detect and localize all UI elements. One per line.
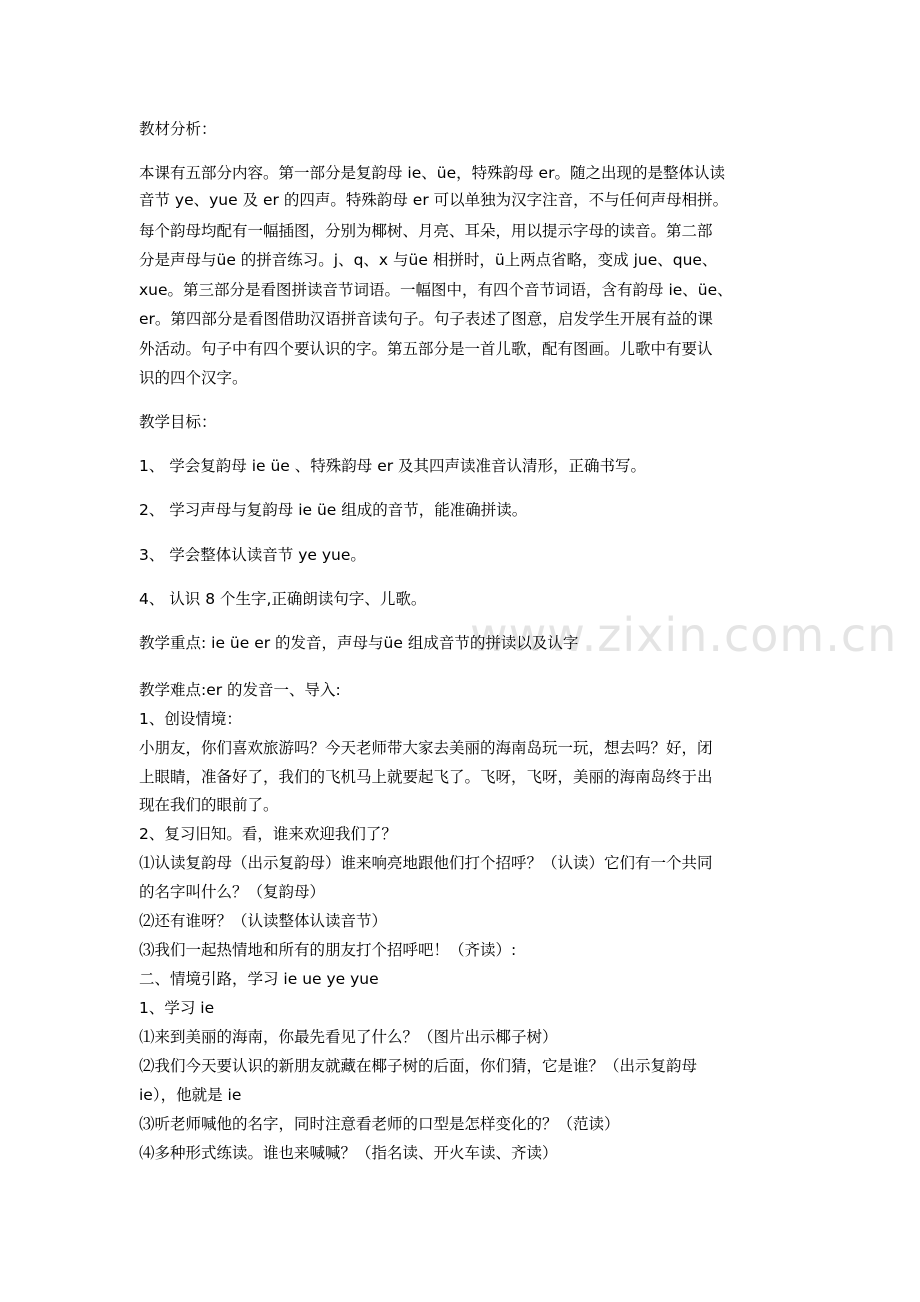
- text-line: 1、创设情境：: [139, 710, 242, 728]
- text-line: 现在我们的眼前了。: [139, 796, 279, 814]
- text-line: 外活动。句子中有四个要认识的字。第五部分是一首儿歌，配有图画。儿歌中有要认: [139, 340, 713, 358]
- text-line: 小朋友，你们喜欢旅游吗？今天老师带大家去美丽的海南岛玩一玩，想去吗？好，闭: [139, 739, 713, 757]
- section-heading-goals: 教学目标：: [139, 413, 217, 431]
- text-line: er。第四部分是看图借助汉语拼音读句子。句子表述了图意，启发学生开展有益的课: [139, 310, 713, 328]
- text-line: ⑵还有谁呀？（认读整体认读音节）: [139, 912, 388, 930]
- text-line: 的名字叫什么？（复韵母）: [139, 883, 326, 901]
- text-line: 1、学习 ie: [139, 999, 215, 1017]
- goal-item: 3、 学会整体认读音节 ye yue。: [139, 546, 366, 564]
- difficulty: 教学难点:er 的发音一、导入:: [139, 681, 341, 699]
- key-points: 教学重点: ie üe er 的发音，声母与üe 组成音节的拼读以及认字: [139, 634, 579, 652]
- text-line: ⑷多种形式练读。谁也来喊喊？（指名读、开火车读、齐读）: [139, 1144, 558, 1162]
- text-line: ie），他就是 ie: [139, 1086, 242, 1104]
- text-line: 上眼睛，准备好了，我们的飞机马上就要起飞了。飞呀，飞呀，美丽的海南岛终于出: [139, 768, 713, 786]
- goal-item: 4、 认识 8 个生字,正确朗读句字、儿歌。: [139, 590, 427, 608]
- text-line: 识的四个汉字。: [139, 369, 248, 387]
- goal-item: 1、 学会复韵母 ie üe 、特殊韵母 er 及其四声读准音认清形，正确书写。: [139, 457, 647, 475]
- text-line: xue。第三部分是看图拼读音节词语。一幅图中，有四个音节词语，含有韵母 ie、üe、: [139, 281, 733, 299]
- section-heading-analysis: 教材分析：: [139, 120, 217, 138]
- text-line: 分是声母与üe 的拼音练习。j、q、x 与üe 相拼时，ü上两点省略，变成 jue、que、: [139, 251, 718, 269]
- text-line: 音节 ye、yue 及 er 的四声。特殊韵母 er 可以单独为汉字注音，不与任何声母相拼。: [139, 191, 729, 209]
- text-line: ⑵我们今天要认识的新朋友就藏在椰子树的后面，你们猜，它是谁？（出示复韵母: [139, 1057, 698, 1075]
- goal-item: 2、 学习声母与复韵母 ie üe 组成的音节，能准确拼读。: [139, 501, 528, 519]
- text-line: ⑴来到美丽的海南，你最先看见了什么？（图片出示椰子树）: [139, 1028, 558, 1046]
- text-line: 二、情境引路，学习 ie ue ye yue: [139, 970, 379, 988]
- text-line: ⑶听老师喊他的名字，同时注意看老师的口型是怎样变化的？（范读）: [139, 1115, 620, 1133]
- watermark: www.zixin.com.cn: [470, 608, 898, 662]
- text-line: 每个韵母均配有一幅插图，分别为椰树、月亮、耳朵，用以提示字母的读音。第二部: [139, 222, 713, 240]
- text-line: 本课有五部分内容。第一部分是复韵母 ie、üe，特殊韵母 er。随之出现的是整体认读: [139, 164, 725, 182]
- text-line: ⑴认读复韵母（出示复韵母）谁来响亮地跟他们打个招呼？（认读）它们有一个共同: [139, 854, 713, 872]
- text-line: ⑶我们一起热情地和所有的朋友打个招呼吧！（齐读）:: [139, 941, 517, 959]
- text-line: 2、复习旧知。看，谁来欢迎我们了？: [139, 825, 397, 843]
